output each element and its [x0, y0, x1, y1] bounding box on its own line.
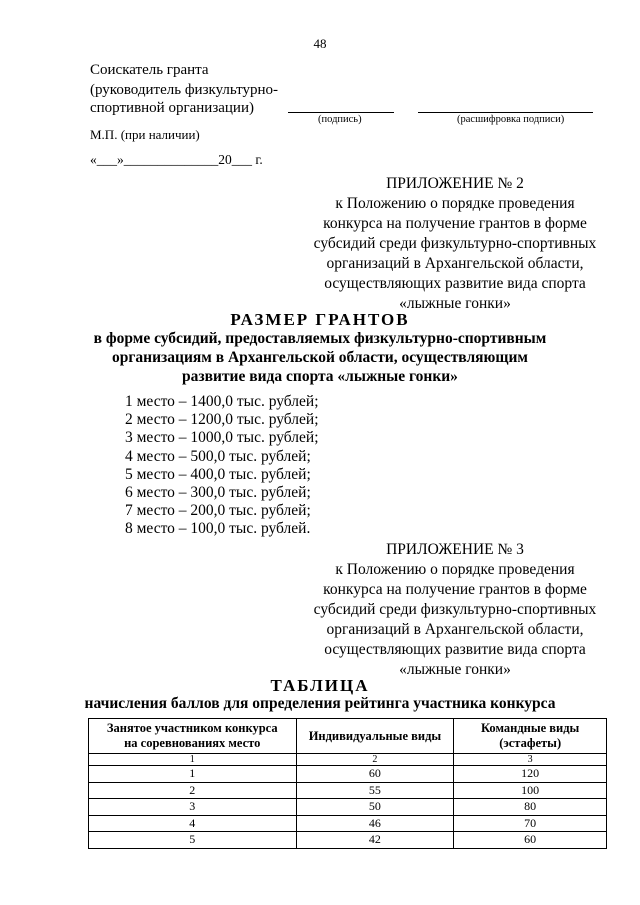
- grant-item: 3 место – 1000,0 тыс. рублей;: [125, 429, 319, 447]
- column-header-place: [89, 719, 297, 754]
- team-points-cell: 120: [454, 766, 607, 783]
- decoding-caption: (расшифровка подписи): [457, 114, 565, 125]
- place-cell: 2: [89, 782, 297, 799]
- grants-title: РАЗМЕР ГРАНТОВ: [230, 310, 410, 329]
- signature-line: [288, 112, 394, 113]
- annex-3-line: «лыжные гонки»: [399, 661, 511, 678]
- column-number: 3: [454, 754, 607, 766]
- grants-list: [125, 393, 319, 539]
- header-text: Занятое участником конкурса: [106, 721, 278, 735]
- annex-2: [300, 174, 610, 314]
- grant-item: 6 место – 300,0 тыс. рублей;: [125, 484, 311, 502]
- annex-2-line: осуществляющих развитие вида спорта: [324, 275, 586, 292]
- annex-3-line: осуществляющих развитие вида спорта: [324, 641, 586, 658]
- grants-subtitle-line: в форме субсидий, предоставляемых физкультурно-спортивным: [93, 330, 547, 347]
- grant-item: 8 место – 100,0 тыс. рублей.: [125, 520, 311, 538]
- place-cell: 5: [89, 832, 297, 849]
- annex-2-title: ПРИЛОЖЕНИЕ № 2: [386, 175, 524, 192]
- annex-2-line: «лыжные гонки»: [399, 295, 511, 312]
- team-points-cell: 80: [454, 799, 607, 816]
- column-number-row: [89, 754, 607, 766]
- column-header-team: [454, 719, 607, 754]
- annex-2-line: субсидий среди физкультурно-спортивных: [313, 235, 597, 252]
- header-text: Индивидуальные виды: [308, 728, 442, 743]
- table-row: [89, 799, 607, 816]
- team-points-cell: 70: [454, 815, 607, 832]
- annex-2-line: к Положению о порядке проведения: [335, 195, 575, 212]
- page-number: 48: [313, 36, 327, 51]
- applicant-line-2: (руководитель физкультурно-: [90, 82, 279, 98]
- place-cell: 3: [89, 799, 297, 816]
- place-cell: 4: [89, 815, 297, 832]
- individual-points-cell: 60: [296, 766, 454, 783]
- table-row: [89, 815, 607, 832]
- signature-decoding-line: [418, 112, 593, 113]
- table-row: [89, 782, 607, 799]
- column-header-individual: [296, 719, 454, 754]
- individual-points-cell: 55: [296, 782, 454, 799]
- signature-caption: (подпись): [318, 114, 362, 125]
- stamp-note: М.П. (при наличии): [90, 127, 200, 142]
- table-row: [89, 832, 607, 849]
- annex-3-line: организаций в Архангельской области,: [326, 621, 584, 638]
- individual-points-cell: 46: [296, 815, 454, 832]
- team-points-cell: 100: [454, 782, 607, 799]
- header-text: на соревнованиях место: [124, 736, 261, 750]
- annex-3-title: ПРИЛОЖЕНИЕ № 3: [386, 541, 524, 558]
- grants-subtitle: [0, 329, 640, 386]
- grant-item: 1 место – 1400,0 тыс. рублей;: [125, 393, 319, 410]
- annex-3-line: конкурса на получение грантов в форме: [323, 581, 587, 598]
- applicant-line-3: спортивной организации): [90, 100, 254, 116]
- grant-item: 2 место – 1200,0 тыс. рублей;: [125, 411, 319, 429]
- team-points-cell: 60: [454, 832, 607, 849]
- score-table: [88, 718, 607, 849]
- applicant-line-1: Соискатель гранта: [90, 62, 209, 78]
- column-number: 1: [89, 754, 297, 766]
- table-header-row: [89, 719, 607, 754]
- table-subtitle: начисления баллов для определения рейтинга участника конкурса: [84, 695, 556, 712]
- date-line: «___»______________20___ г.: [90, 152, 263, 167]
- annex-2-line: конкурса на получение грантов в форме: [323, 215, 587, 232]
- place-cell: 1: [89, 766, 297, 783]
- table-row: [89, 766, 607, 783]
- grant-item: 7 место – 200,0 тыс. рублей;: [125, 502, 311, 520]
- annex-3-line: субсидий среди физкультурно-спортивных: [313, 601, 597, 618]
- grant-item: 4 место – 500,0 тыс. рублей;: [125, 447, 311, 465]
- individual-points-cell: 42: [296, 832, 454, 849]
- header-text: Командные виды: [480, 721, 580, 735]
- annex-2-line: организаций в Архангельской области,: [326, 255, 584, 272]
- grant-item: 5 место – 400,0 тыс. рублей;: [125, 465, 311, 483]
- table-title: ТАБЛИЦА: [270, 676, 370, 695]
- annex-3-line: к Положению о порядке проведения: [335, 561, 575, 578]
- header-text: (эстафеты): [499, 736, 562, 750]
- column-number: 2: [296, 754, 454, 766]
- annex-3: [300, 540, 610, 680]
- grants-subtitle-line: развитие вида спорта «лыжные гонки»: [182, 368, 458, 385]
- grants-subtitle-line: организациям в Архангельской области, осуществляющим: [112, 349, 528, 366]
- individual-points-cell: 50: [296, 799, 454, 816]
